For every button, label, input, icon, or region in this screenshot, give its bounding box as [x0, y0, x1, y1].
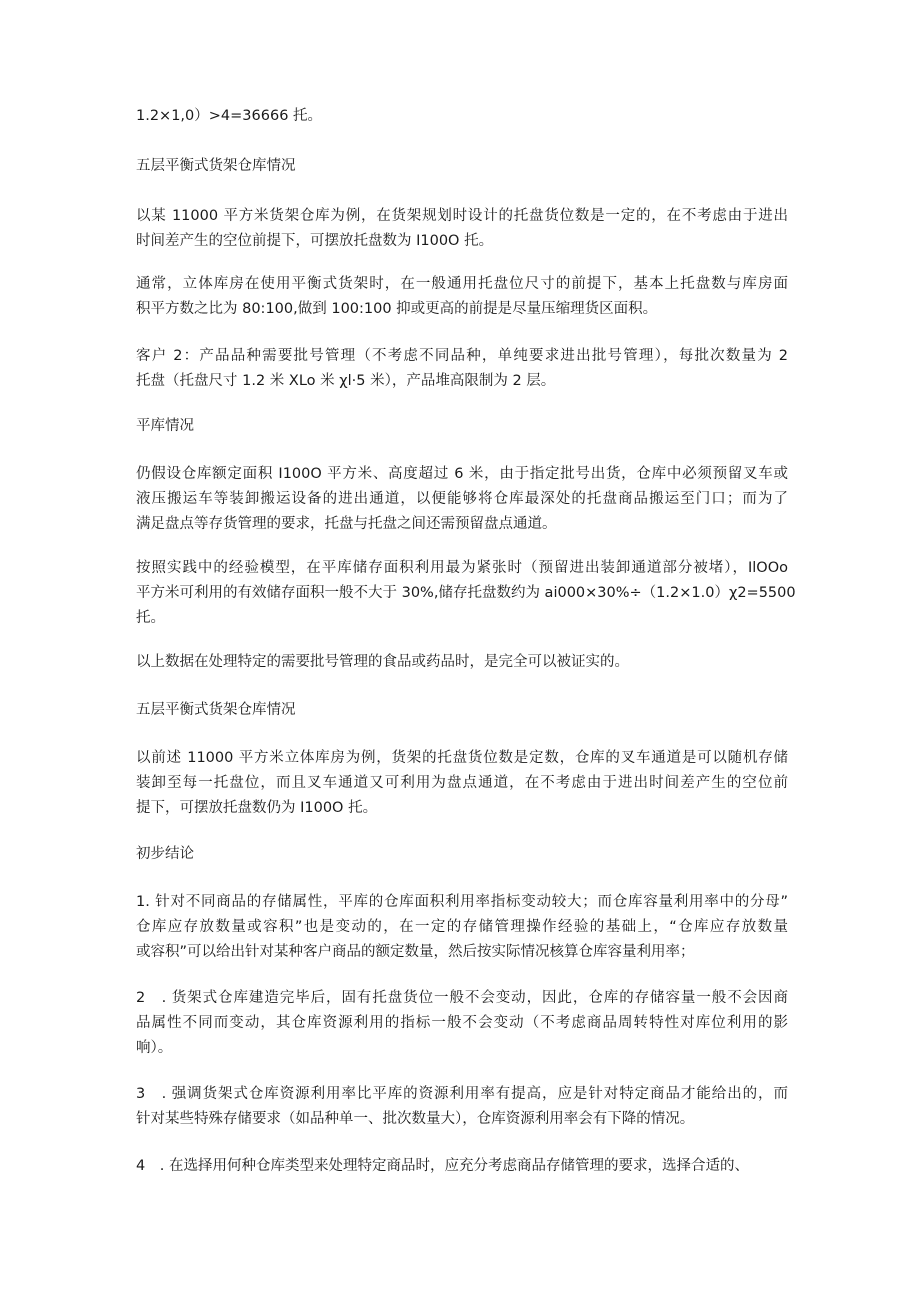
- paragraph-rack-forklift: [136, 746, 788, 821]
- text-line: 响）。: [136, 1040, 173, 1056]
- heading-five-layer-rack-warehouse: [136, 154, 788, 179]
- text-line: 通常，立体库房在使用平衡式货架时，在一般通用托盘位尺寸的前提下，基本上托盘数与库房面: [136, 276, 788, 292]
- text-line: 液压搬运车等装卸搬运设备的进出通道，以便能够将仓库最深处的托盘商品搬运至门口；而为了: [136, 491, 788, 507]
- text-line: 或容积”可以给出针对某种客户商品的额定数量，然后按实际情况核算仓库容量利用率；: [136, 944, 695, 960]
- text-line: 1.2×1,0）>4=36666 托。: [136, 108, 323, 124]
- text-line: 品属性不同而变动，其仓库资源利用的指标一般不会变动（不考虑商品周转特性对库位利用的影: [136, 1015, 788, 1031]
- conclusion-item-4: [136, 1154, 788, 1179]
- text-line: 托。: [136, 610, 165, 626]
- heading-flat-warehouse: [136, 414, 788, 439]
- text-line: 满足盘点等存货管理的要求，托盘与托盘之间还需预留盘点通道。: [136, 516, 557, 532]
- conclusion-item-2: [136, 986, 788, 1061]
- text-line: 1. 针对不同商品的存储属性，平库的仓库面积利用率指标变动较大；而仓库容量利用率中的分母”: [136, 894, 788, 910]
- conclusion-item-1: [136, 890, 788, 965]
- text-line: 时间差产生的空位前提下，可摆放托盘数为 I100O 托。: [136, 233, 494, 249]
- text-line: 仍假设仓库额定面积 I100O 平方米、高度超过 6 米，由于指定批号出货，仓库中必须预留叉车或: [136, 466, 788, 482]
- paragraph-data-verified: [136, 650, 788, 675]
- text-line: 4 . 在选择用何种仓库类型来处理特定商品时，应充分考虑商品存储管理的要求，选择合适的、: [136, 1158, 749, 1174]
- paragraph-formula-result: [136, 104, 788, 129]
- heading-preliminary-conclusion: [136, 842, 788, 867]
- text-line: 2 . 货架式仓库建造完毕后，固有托盘货位一般不会变动，因此，仓库的存储容量一般不会因商: [136, 990, 788, 1006]
- conclusion-item-3: [136, 1082, 788, 1132]
- paragraph-customer-2: [136, 344, 788, 394]
- text-line: 以上数据在处理特定的需要批号管理的食品或药品时，是完全可以被证实的。: [136, 654, 629, 670]
- text-line: 仓库应存放数量或容积”也是变动的，在一定的存储管理操作经验的基础上，“仓库应存放数量: [136, 919, 788, 935]
- text-line: 托盘（托盘尺寸 1.2 米 XLo 米 χl·5 米），产品堆高限制为 2 层。: [136, 373, 556, 389]
- heading-five-layer-rack-warehouse-2: [136, 698, 788, 723]
- text-line: 以某 11000 平方米货架仓库为例，在货架规划时设计的托盘货位数是一定的，在不考虑由于进出: [136, 208, 788, 224]
- text-line: 按照实践中的经验模型，在平库储存面积利用最为紧张时（预留进出装卸通道部分被堵），IlOOo: [136, 560, 788, 576]
- paragraph-pallet-ratio: [136, 272, 788, 322]
- paragraph-flat-assumption: [136, 462, 788, 537]
- paragraph-experience-model: [136, 556, 796, 631]
- paragraph-rack-example: [136, 204, 788, 254]
- heading-text: 初步结论: [136, 846, 194, 862]
- text-line: 3 . 强调货架式仓库资源利用率比平库的资源利用率有提高，应是针对特定商品才能给出的，而: [136, 1086, 788, 1102]
- text-line: 装卸至每一托盘位，而且叉车通道又可利用为盘点通道，在不考虑由于进出时间差产生的空位前: [136, 775, 788, 791]
- text-line: 客户 2：产品品种需要批号管理（不考虑不同品种，单纯要求进出批号管理），每批次数量为 2: [136, 348, 788, 364]
- text-line: 积平方数之比为 80:100,做到 100:100 抑或更高的前提是尽量压缩理货区面积。: [136, 301, 658, 317]
- heading-text: 五层平衡式货架仓库情况: [136, 158, 296, 174]
- heading-text: 平库情况: [136, 418, 194, 434]
- text-line: 以前述 11000 平方米立体库房为例，货架的托盘货位数是定数，仓库的叉车通道是可以随机存储: [136, 750, 788, 766]
- text-line: 针对某些特殊存储要求（如品种单一、批次数量大），仓库资源利用率会有下降的情况。: [136, 1111, 695, 1127]
- text-line: 提下，可摆放托盘数仍为 I100O 托。: [136, 800, 378, 816]
- text-line: 平方米可利用的有效储存面积一般不大于 30%,储存托盘数约为 ai000×30%÷（1.2×1.0）χ2=5500: [136, 585, 796, 601]
- heading-text: 五层平衡式货架仓库情况: [136, 702, 296, 718]
